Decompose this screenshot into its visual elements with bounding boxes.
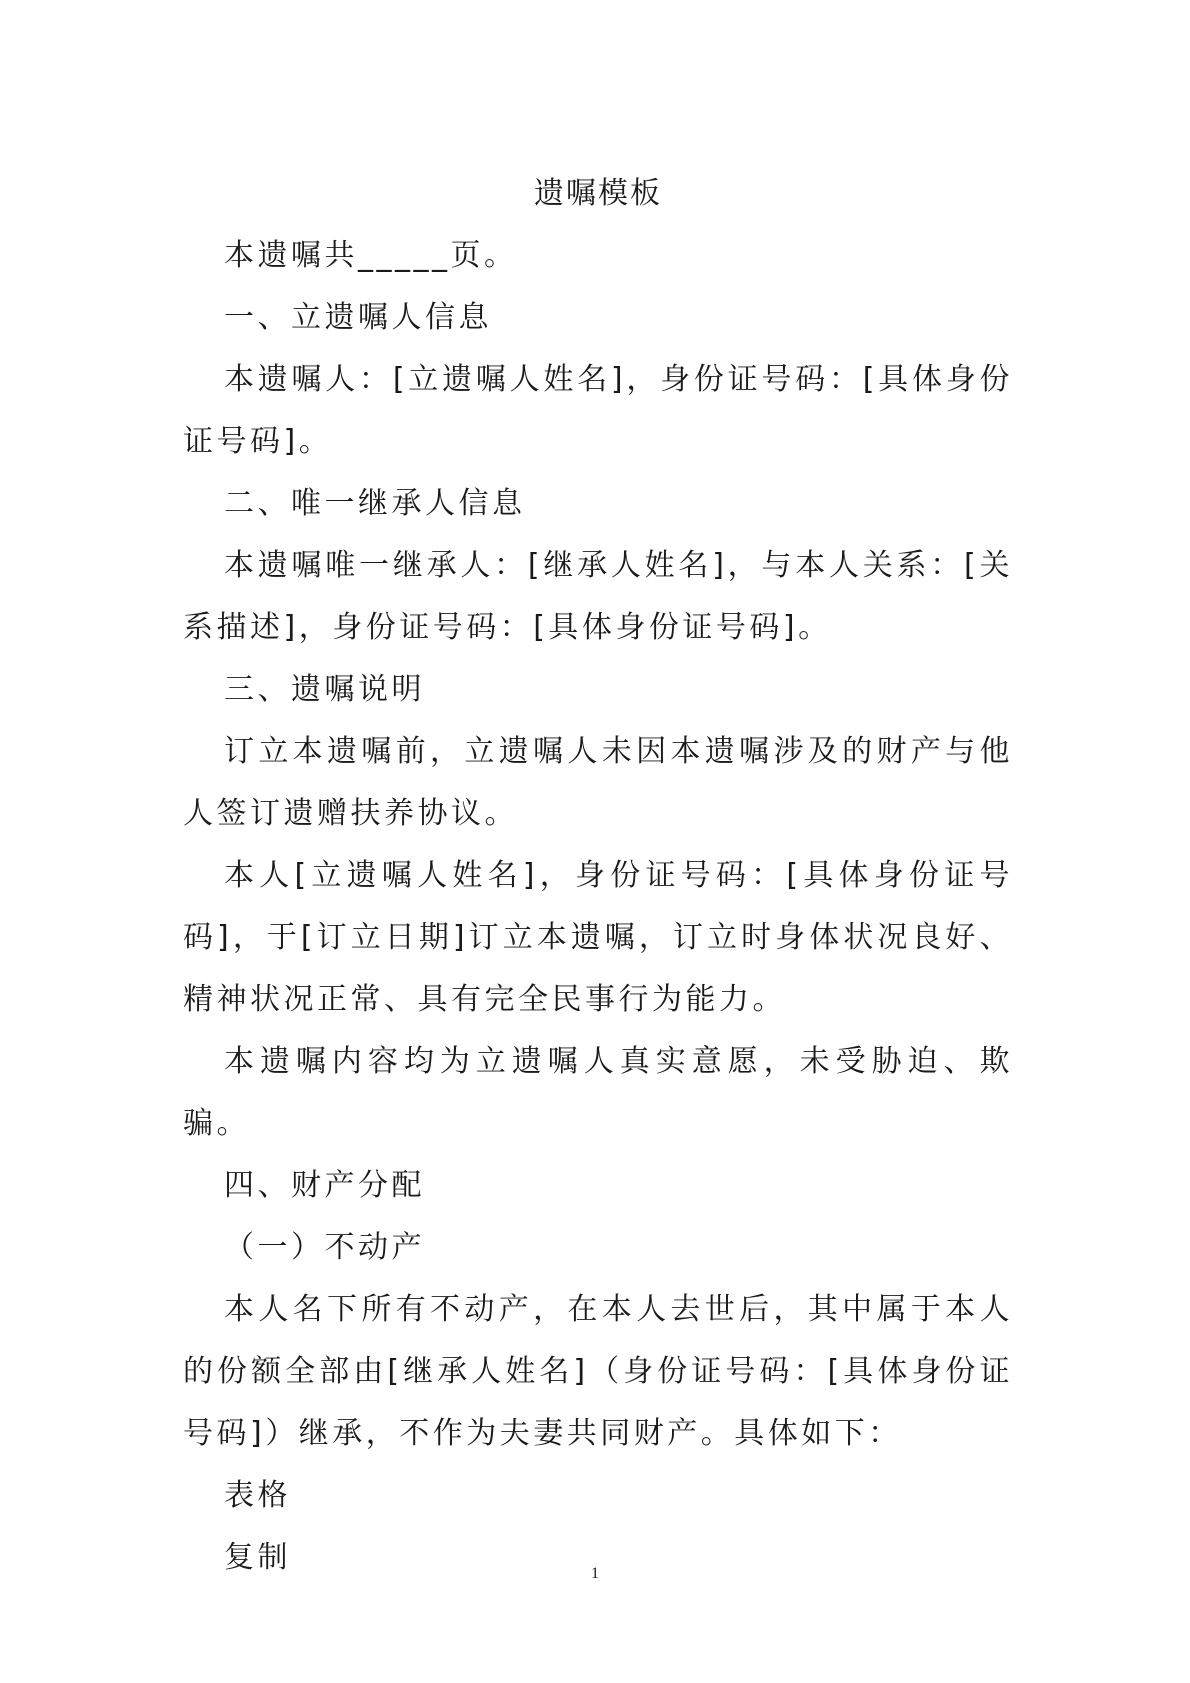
will-statement-paragraph-3: 本遗嘱内容均为立遗嘱人真实意愿，未受胁迫、欺骗。 <box>183 1044 1013 1141</box>
page-number: 1 <box>591 1565 599 1582</box>
section-heading-heir: 二、唯一继承人信息 <box>224 486 526 521</box>
document-body <box>183 163 1013 1589</box>
document-title: 遗嘱模板 <box>534 176 662 211</box>
testator-info-paragraph: 本遗嘱人：[立遗嘱人姓名]，身份证号码：[具体身份证号码]。 <box>183 362 1013 459</box>
section-heading-testator: 一、立遗嘱人信息 <box>224 300 492 335</box>
section-heading-property: 四、财产分配 <box>224 1168 425 1203</box>
table-label: 表格 <box>224 1478 291 1513</box>
will-statement-paragraph-2: 本人[立遗嘱人姓名]，身份证号码：[具体身份证号码]，于[订立日期]订立本遗嘱，订立时身体状况良好、精神状况正常、具有完全民事行为能力。 <box>183 858 1013 1017</box>
page-count-line: 本遗嘱共_____页。 <box>224 238 518 273</box>
will-statement-paragraph-1: 订立本遗嘱前，立遗嘱人未因本遗嘱涉及的财产与他人签订遗赠扶养协议。 <box>183 734 1013 831</box>
real-estate-paragraph: 本人名下所有不动产，在本人去世后，其中属于本人的份额全部由[继承人姓名]（身份证号码：[具体身份证号码]）继承，不作为夫妻共同财产。具体如下： <box>183 1292 1013 1451</box>
section-heading-will-statement: 三、遗嘱说明 <box>224 672 425 707</box>
heir-info-paragraph: 本遗嘱唯一继承人：[继承人姓名]，与本人关系：[关系描述]，身份证号码：[具体身份证号码]。 <box>183 548 1013 645</box>
copy-label: 复制 <box>224 1540 291 1575</box>
subsection-heading-real-estate: （一）不动产 <box>224 1230 425 1265</box>
